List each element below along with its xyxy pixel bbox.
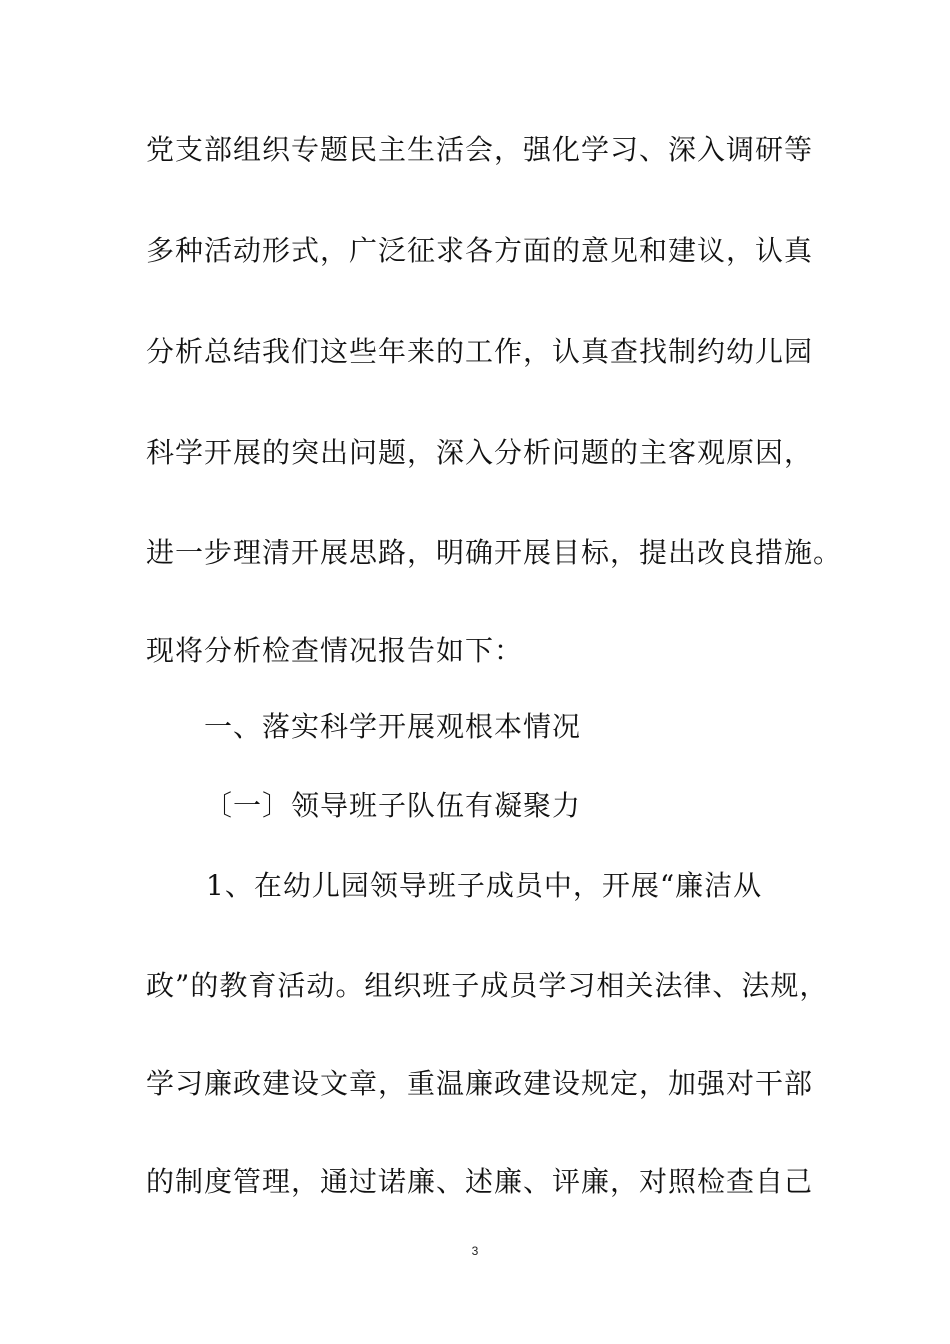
- text-line-5: 进一步理清开展思路，明确开展目标，提出改良措施。: [146, 536, 843, 569]
- text-line-3: 分析总结我们这些年来的工作，认真查找制约幼儿园: [146, 335, 814, 368]
- text-line-2: 多种活动形式，广泛征求各方面的意见和建议，认真: [146, 234, 814, 267]
- text-line-10: 政”的教育活动。组织班子成员学习相关法律、法规，: [146, 969, 829, 1002]
- text-line-12: 的制度管理，通过诺廉、述廉、评廉，对照检查自己: [146, 1165, 814, 1198]
- section-heading: 一、落实科学开展观根本情况: [204, 710, 582, 743]
- text-line-9: 1、在幼儿园领导班子成员中，开展“廉洁从: [206, 869, 763, 902]
- text-line-6: 现将分析检查情况报告如下：: [146, 634, 524, 667]
- text-line-1: 党支部组织专题民主生活会，强化学习、深入调研等: [146, 133, 814, 166]
- subsection-heading: 〔一〕领导班子队伍有凝聚力: [204, 789, 582, 822]
- page-number: 3: [471, 1244, 479, 1258]
- text-line-11: 学习廉政建设文章，重温廉政建设规定，加强对干部: [146, 1067, 814, 1100]
- text-line-4: 科学开展的突出问题，深入分析问题的主客观原因，: [146, 436, 814, 469]
